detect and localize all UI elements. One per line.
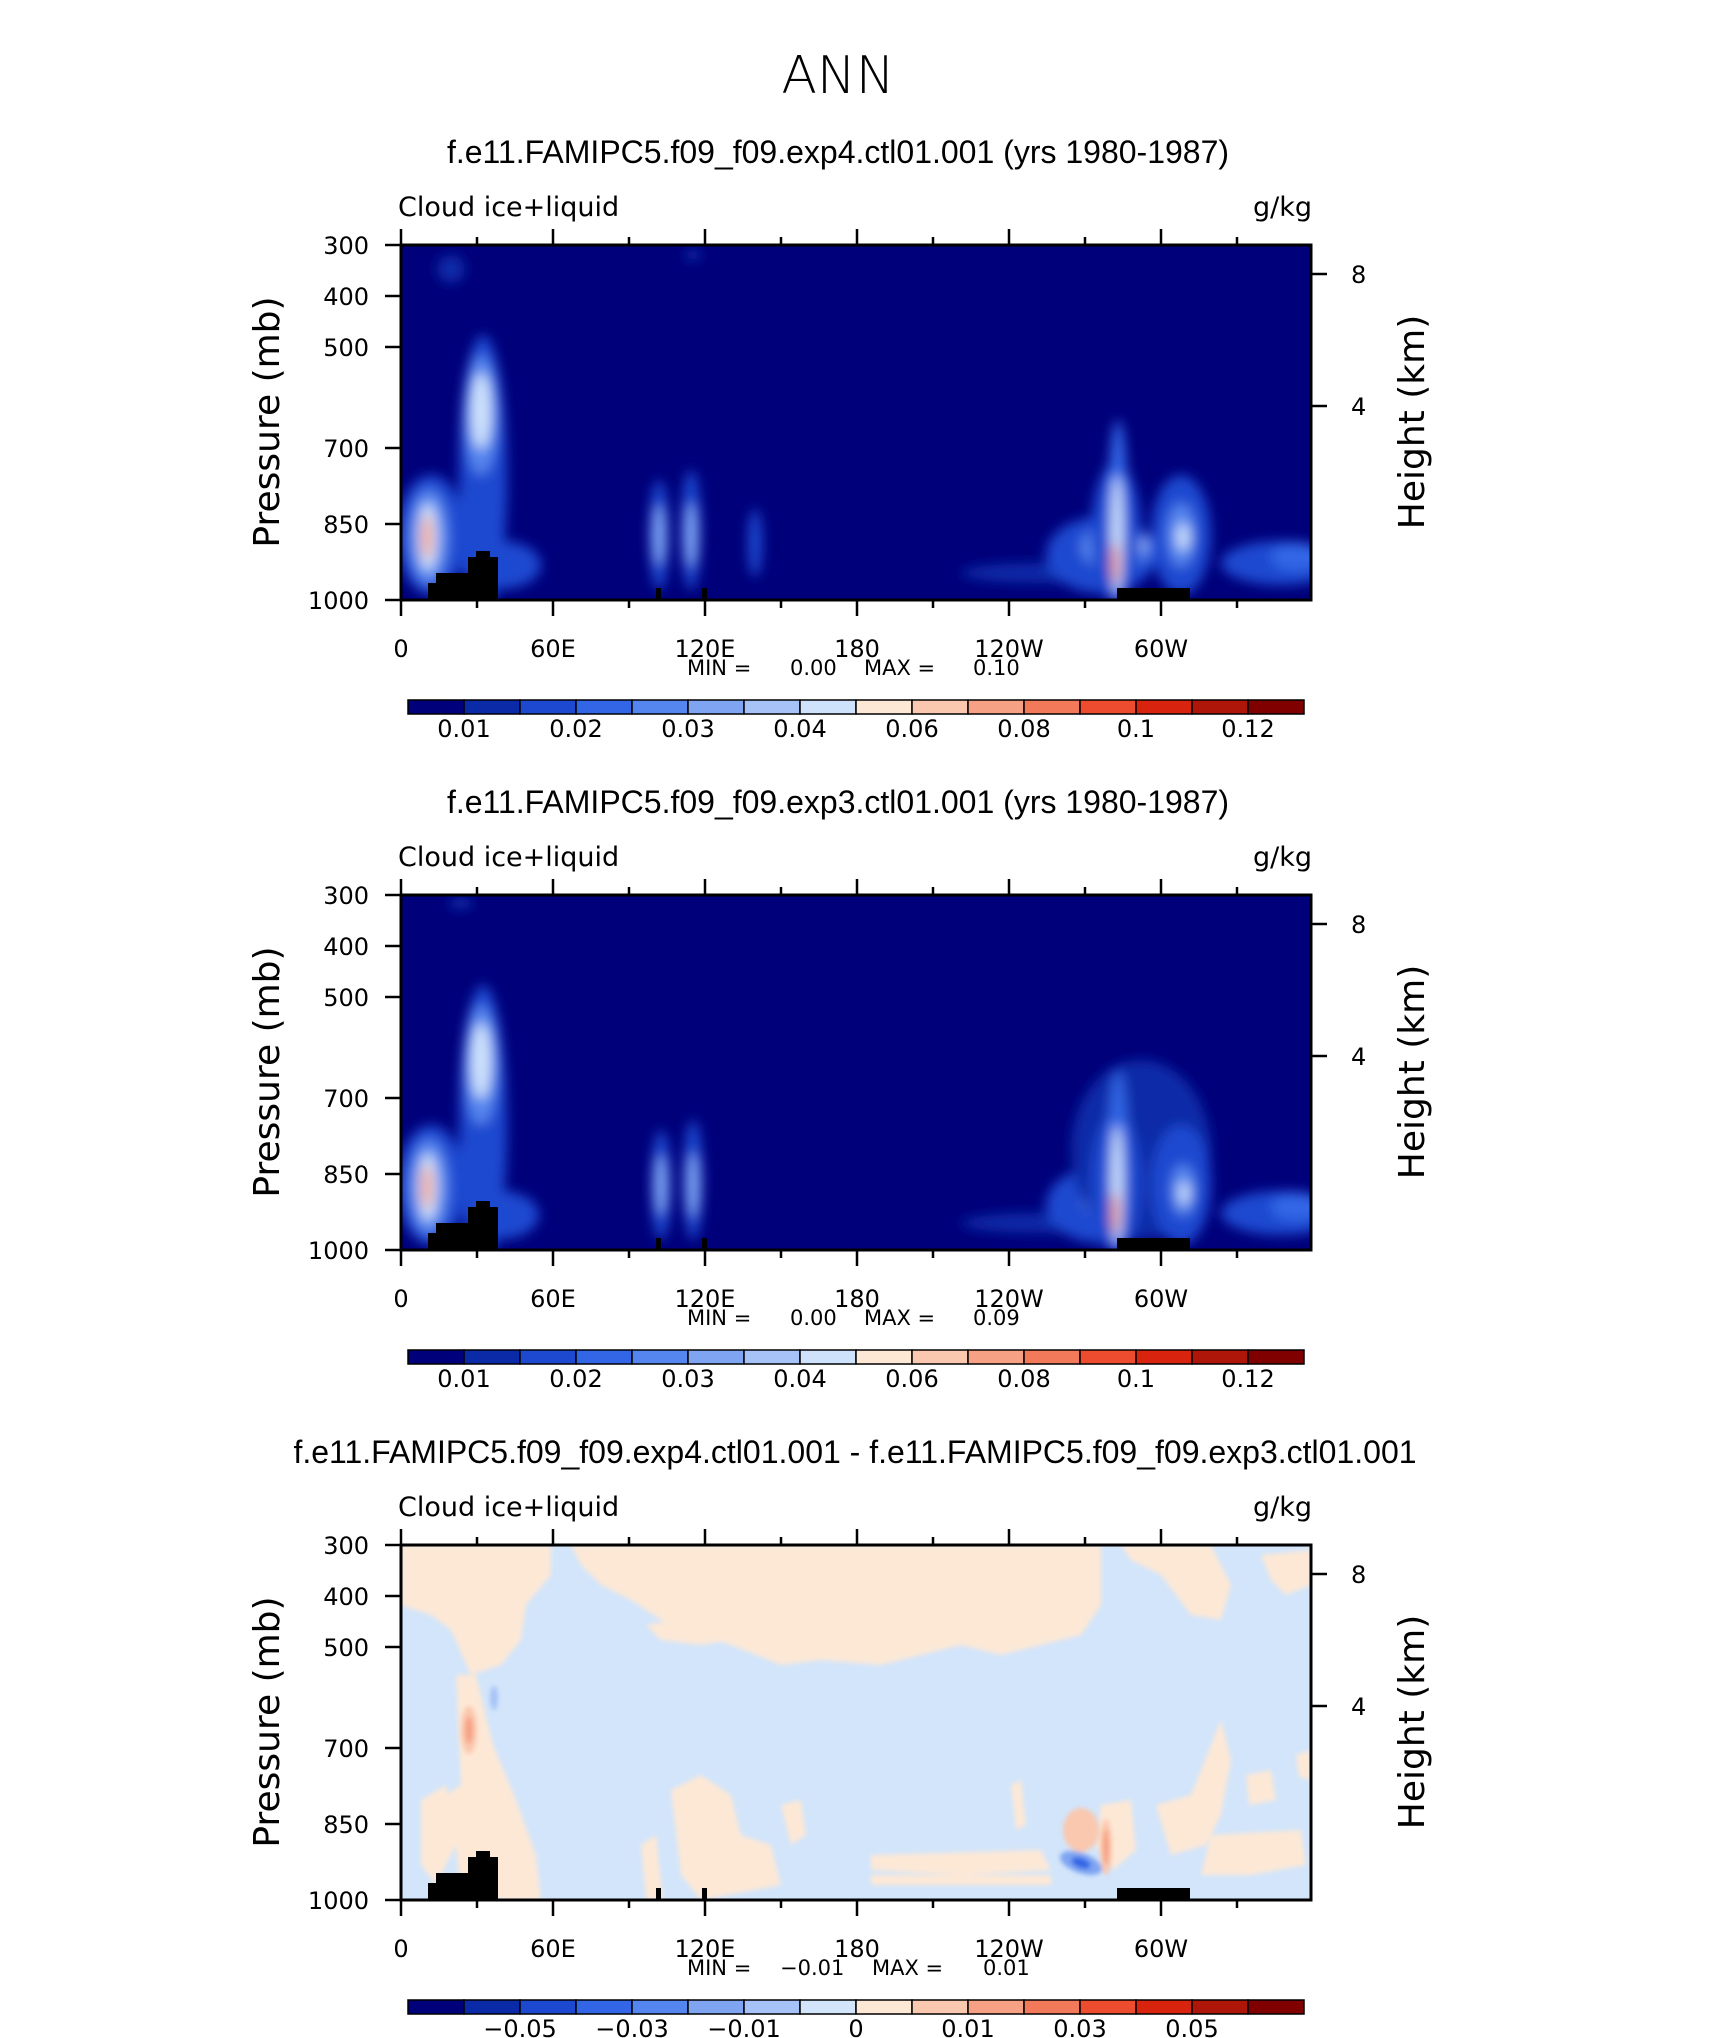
colorbar-cell bbox=[968, 700, 1024, 714]
colorbar-cell bbox=[856, 2000, 912, 2014]
colorbar-label: 0.06 bbox=[885, 715, 939, 743]
variable-label: Cloud ice+liquid bbox=[398, 842, 620, 873]
colorbar-cell bbox=[464, 1350, 520, 1364]
colorbar-cell bbox=[1024, 700, 1080, 714]
colorbar-cell bbox=[520, 2000, 576, 2014]
colorbar-cell bbox=[688, 1350, 744, 1364]
x-tick-label: 120E bbox=[674, 1935, 736, 1963]
colorbar-cell bbox=[800, 2000, 856, 2014]
y-tick-label: 300 bbox=[323, 882, 369, 910]
y-right-tick-labels bbox=[1351, 911, 1366, 1071]
colorbar-labels bbox=[437, 715, 1274, 743]
y-tick-label: 1000 bbox=[307, 587, 369, 615]
colorbar-label: 0.12 bbox=[1221, 715, 1275, 743]
y-right-tick-label: 8 bbox=[1351, 911, 1367, 939]
y-axis-label: Pressure (mb) bbox=[247, 296, 288, 548]
colorbar-cell bbox=[968, 1350, 1024, 1364]
plot-area bbox=[401, 1545, 1311, 1900]
colorbar-label: 0.08 bbox=[997, 1365, 1051, 1393]
colorbar-label: −0.01 bbox=[707, 2015, 781, 2038]
colorbar-cell bbox=[744, 2000, 800, 2014]
colorbar-cell bbox=[632, 2000, 688, 2014]
x-tick-label: 180 bbox=[834, 1935, 880, 1963]
panel-exp3 bbox=[247, 784, 1433, 1393]
max-value: 0.01 bbox=[983, 1956, 1030, 1980]
max-label: MAX = bbox=[864, 656, 936, 680]
y-tick-label: 400 bbox=[323, 933, 369, 961]
x-tick-label: 60E bbox=[530, 635, 576, 663]
y-axis-label-right: Height (km) bbox=[1392, 314, 1433, 530]
x-tick-label: 60E bbox=[530, 1285, 576, 1313]
x-tick-label: 60W bbox=[1133, 1935, 1189, 1963]
colorbar-cell bbox=[576, 2000, 632, 2014]
colorbar-cell bbox=[408, 2000, 464, 2014]
colorbar-cell bbox=[464, 2000, 520, 2014]
colorbar-label: 0.01 bbox=[437, 715, 491, 743]
y-right-tick-label: 4 bbox=[1351, 393, 1367, 421]
colorbar-cell bbox=[912, 700, 968, 714]
colorbar-label: 0.02 bbox=[549, 715, 603, 743]
colorbar-cell bbox=[408, 1350, 464, 1364]
y-tick-label: 500 bbox=[323, 1634, 369, 1662]
colorbar-label: 0.03 bbox=[661, 715, 715, 743]
x-tick-label: 60E bbox=[530, 1935, 576, 1963]
panel-title: f.e11.FAMIPC5.f09_f09.exp4.ctl01.001 (yrs 1980-1987) bbox=[446, 134, 1230, 170]
colorbar bbox=[408, 1350, 1304, 1364]
x-tick-label: 120W bbox=[974, 635, 1044, 663]
max-label: MAX = bbox=[872, 1956, 944, 1980]
colorbar-cell bbox=[912, 1350, 968, 1364]
x-tick-label: 180 bbox=[834, 1285, 880, 1313]
y-axis-label-right: Height (km) bbox=[1392, 1614, 1433, 1830]
colorbar-cell bbox=[688, 2000, 744, 2014]
colorbar-label: −0.03 bbox=[595, 2015, 669, 2038]
y-tick-label: 700 bbox=[323, 1085, 369, 1113]
colorbar-cell bbox=[1248, 2000, 1304, 2014]
colorbar-cell bbox=[520, 1350, 576, 1364]
colorbar-labels bbox=[437, 1365, 1274, 1393]
units-label: g/kg bbox=[1252, 192, 1312, 223]
colorbar-labels bbox=[483, 2015, 1218, 2038]
variable-label: Cloud ice+liquid bbox=[398, 1492, 620, 1523]
y-tick-label: 850 bbox=[323, 1811, 369, 1839]
colorbar-label: 0.12 bbox=[1221, 1365, 1275, 1393]
plot-area bbox=[397, 895, 1341, 1265]
y-tick-labels bbox=[308, 882, 369, 1265]
y-tick-label: 700 bbox=[323, 435, 369, 463]
colorbar-cell bbox=[1024, 2000, 1080, 2014]
y-tick-label: 300 bbox=[323, 232, 369, 260]
units-label: g/kg bbox=[1252, 1492, 1312, 1523]
colorbar-cell bbox=[1080, 700, 1136, 714]
max-value: 0.09 bbox=[973, 1306, 1020, 1330]
colorbar-cell bbox=[1192, 2000, 1248, 2014]
colorbar-cell bbox=[800, 1350, 856, 1364]
y-right-tick-labels bbox=[1351, 261, 1366, 421]
colorbar-cell bbox=[1136, 1350, 1192, 1364]
plot-area bbox=[397, 245, 1341, 615]
y-tick-label: 850 bbox=[323, 511, 369, 539]
y-right-tick-label: 4 bbox=[1351, 1693, 1367, 1721]
colorbar-label: 0.01 bbox=[437, 1365, 491, 1393]
colorbar-label: 0.01 bbox=[941, 2015, 995, 2038]
colorbar bbox=[408, 2000, 1304, 2014]
x-tick-label: 0 bbox=[393, 1935, 409, 1963]
colorbar-cell bbox=[1136, 700, 1192, 714]
y-tick-label: 300 bbox=[323, 1532, 369, 1560]
colorbar-cell bbox=[632, 1350, 688, 1364]
colorbar-label: 0.04 bbox=[773, 715, 827, 743]
x-tick-label: 180 bbox=[834, 635, 880, 663]
colorbar-label: 0.02 bbox=[549, 1365, 603, 1393]
colorbar-label: 0.03 bbox=[1053, 2015, 1107, 2038]
y-axis-label: Pressure (mb) bbox=[247, 946, 288, 1198]
colorbar-cell bbox=[1024, 1350, 1080, 1364]
colorbar-cell bbox=[1248, 700, 1304, 714]
max-value: 0.10 bbox=[973, 656, 1020, 680]
y-tick-label: 1000 bbox=[307, 1237, 369, 1265]
colorbar-cell bbox=[744, 700, 800, 714]
x-tick-label: 60W bbox=[1133, 635, 1189, 663]
y-tick-label: 500 bbox=[323, 334, 369, 362]
y-tick-label: 850 bbox=[323, 1161, 369, 1189]
colorbar-cell bbox=[1136, 2000, 1192, 2014]
y-right-tick-label: 8 bbox=[1351, 1561, 1367, 1589]
colorbar-cell bbox=[632, 700, 688, 714]
y-tick-label: 400 bbox=[323, 1583, 369, 1611]
colorbar-label: 0.1 bbox=[1116, 715, 1156, 743]
colorbar-label: 0 bbox=[848, 2015, 864, 2038]
colorbar bbox=[408, 700, 1304, 714]
figure-title: ANN bbox=[781, 46, 895, 106]
x-tick-label: 120E bbox=[674, 1285, 736, 1313]
colorbar-cell bbox=[856, 700, 912, 714]
y-right-tick-label: 8 bbox=[1351, 261, 1367, 289]
x-tick-label: 120W bbox=[974, 1935, 1044, 1963]
panel-exp4 bbox=[247, 134, 1433, 743]
colorbar-label: 0.05 bbox=[1165, 2015, 1219, 2038]
panel-title: f.e11.FAMIPC5.f09_f09.exp3.ctl01.001 (yrs 1980-1987) bbox=[446, 784, 1230, 820]
colorbar-cell bbox=[912, 2000, 968, 2014]
min-label: MIN = bbox=[687, 1956, 752, 1980]
colorbar-label: 0.1 bbox=[1116, 1365, 1156, 1393]
units-label: g/kg bbox=[1252, 842, 1312, 873]
colorbar-cell bbox=[744, 1350, 800, 1364]
colorbar-cell bbox=[968, 2000, 1024, 2014]
y-tick-label: 1000 bbox=[307, 1887, 369, 1915]
min-value: −0.01 bbox=[780, 1956, 845, 1980]
panel-difference bbox=[247, 1434, 1433, 2038]
x-tick-label: 60W bbox=[1133, 1285, 1189, 1313]
min-label: MIN = bbox=[687, 656, 752, 680]
min-label: MIN = bbox=[687, 1306, 752, 1330]
colorbar-cell bbox=[464, 700, 520, 714]
colorbar-label: 0.06 bbox=[885, 1365, 939, 1393]
panel-title: f.e11.FAMIPC5.f09_f09.exp4.ctl01.001 - f.e11.FAMIPC5.f09_f09.exp3.ctl01.001 bbox=[293, 1434, 1417, 1470]
colorbar-cell bbox=[520, 700, 576, 714]
colorbar-cell bbox=[1192, 1350, 1248, 1364]
y-tick-label: 700 bbox=[323, 1735, 369, 1763]
x-tick-label: 0 bbox=[393, 1285, 409, 1313]
colorbar-label: −0.05 bbox=[483, 2015, 557, 2038]
min-value: 0.00 bbox=[790, 1306, 837, 1330]
y-tick-labels bbox=[308, 232, 369, 615]
x-tick-label: 120E bbox=[674, 635, 736, 663]
y-right-tick-labels bbox=[1351, 1561, 1366, 1721]
variable-label: Cloud ice+liquid bbox=[398, 192, 620, 223]
colorbar-label: 0.04 bbox=[773, 1365, 827, 1393]
y-axis-label-right: Height (km) bbox=[1392, 964, 1433, 1180]
colorbar-cell bbox=[688, 700, 744, 714]
y-tick-label: 400 bbox=[323, 283, 369, 311]
colorbar-label: 0.08 bbox=[997, 715, 1051, 743]
y-tick-labels bbox=[308, 1532, 369, 1915]
y-axis-label: Pressure (mb) bbox=[247, 1596, 288, 1848]
colorbar-cell bbox=[408, 700, 464, 714]
colorbar-cell bbox=[576, 1350, 632, 1364]
colorbar-cell bbox=[576, 700, 632, 714]
min-value: 0.00 bbox=[790, 656, 837, 680]
x-tick-label: 120W bbox=[974, 1285, 1044, 1313]
colorbar-cell bbox=[856, 1350, 912, 1364]
colorbar-cell bbox=[1080, 1350, 1136, 1364]
y-tick-label: 500 bbox=[323, 984, 369, 1012]
colorbar-cell bbox=[1080, 2000, 1136, 2014]
colorbar-cell bbox=[1248, 1350, 1304, 1364]
colorbar-cell bbox=[1192, 700, 1248, 714]
colorbar-label: 0.03 bbox=[661, 1365, 715, 1393]
max-label: MAX = bbox=[864, 1306, 936, 1330]
x-tick-label: 0 bbox=[393, 635, 409, 663]
colorbar-cell bbox=[800, 700, 856, 714]
y-right-tick-label: 4 bbox=[1351, 1043, 1367, 1071]
